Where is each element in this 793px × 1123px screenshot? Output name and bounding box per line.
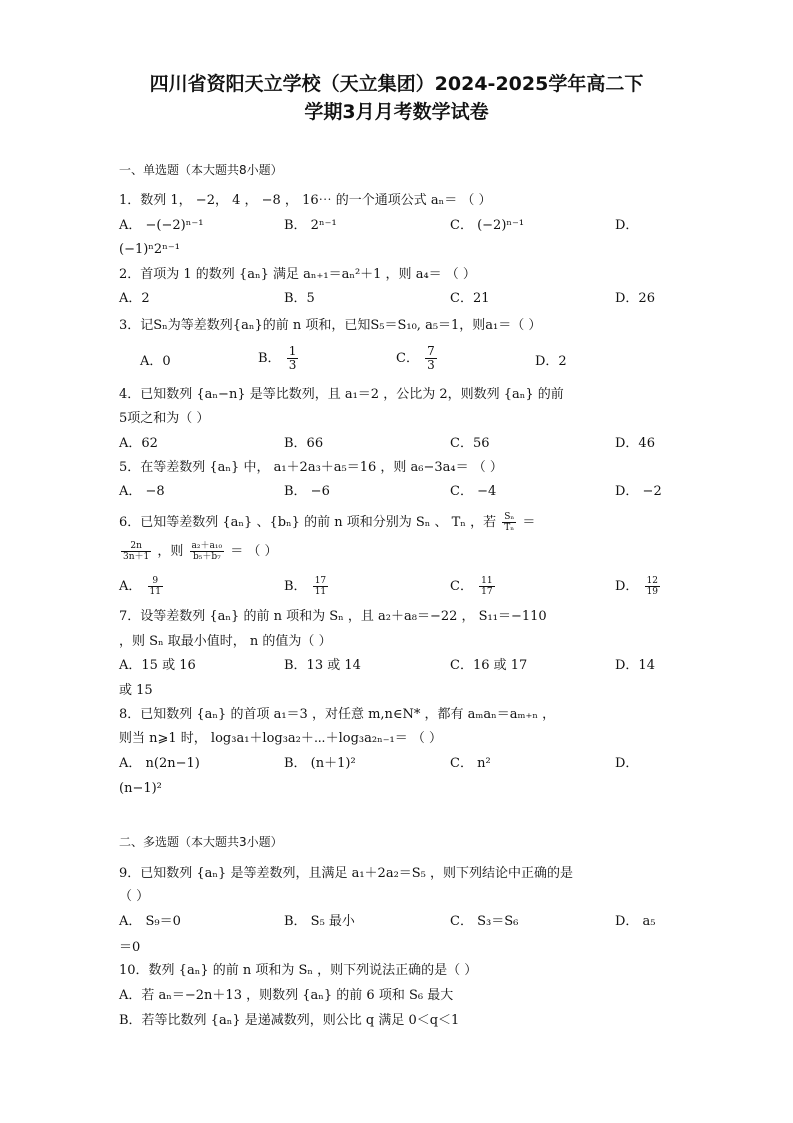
q3-option-c-label: C． bbox=[396, 351, 419, 366]
q6-stem-text: 6．已知等差数列 {aₙ} 、{bₙ} 的前 n 项和分别为 Sₙ 、 Tₙ ，若 bbox=[119, 515, 497, 530]
q6-stem-line1 bbox=[119, 512, 535, 533]
q6-option-c-numerator: 11 bbox=[481, 576, 493, 586]
q3-option-a: A．0 bbox=[140, 354, 171, 369]
q6-fraction-target bbox=[190, 541, 225, 562]
section2-heading: 二、多选题（本大题共3小题） bbox=[119, 835, 283, 849]
q4-stem: 4．已知数列 {aₙ−n} 是等比数列，且 a₁＝2 ，公比为 2，则数列 {aₙ} 的前 bbox=[119, 387, 564, 402]
q4-option-b: B．66 bbox=[284, 436, 324, 451]
q6-option-a-numerator: 9 bbox=[148, 576, 163, 587]
q6-option-b-numerator: 17 bbox=[314, 576, 327, 586]
q10-stem: 10．数列 {aₙ} 的前 n 项和为 Sₙ ，则下列说法正确的是（ ） bbox=[119, 963, 478, 978]
q6-option-c-denominator: 17 bbox=[481, 587, 493, 597]
q6-option-b-fraction bbox=[313, 576, 328, 597]
q1-stem: 1．数列 1， −2， 4 ， −8 ， 16⋯ 的一个通项公式 aₙ＝ （ ） bbox=[119, 193, 492, 208]
q3-option-b bbox=[258, 345, 300, 372]
q8-option-c: C． n² bbox=[450, 756, 491, 771]
q3-option-c-denominator: 3 bbox=[427, 358, 435, 372]
q1-option-a: A． −(−2)ⁿ⁻¹ bbox=[119, 218, 204, 233]
q2-option-b: B．5 bbox=[284, 291, 315, 306]
q8-option-a: A． n(2n−1) bbox=[119, 756, 200, 771]
q6-option-c-fraction bbox=[479, 576, 494, 597]
q6-option-a-denominator: 11 bbox=[149, 587, 161, 597]
q7-stem-continued: ，则 Sₙ 取最小值时， n 的值为（ ） bbox=[119, 634, 332, 649]
q6-option-c bbox=[450, 576, 497, 597]
q7-option-d-continued: 或 15 bbox=[119, 683, 153, 698]
q6-fraction2-denominator: 3n＋1 bbox=[123, 552, 150, 562]
q6-option-b-denominator: 11 bbox=[314, 587, 327, 597]
q7-stem: 7．设等差数列 {aₙ} 的前 n 项和为 Sₙ ，且 a₂＋a₈＝−22 ， S₁₁＝−110 bbox=[119, 609, 547, 624]
q6-option-d bbox=[615, 576, 662, 597]
q5-option-b: B． −6 bbox=[284, 484, 330, 499]
q9-option-d-continued: ＝0 bbox=[119, 940, 141, 955]
q1-option-b: B． 2ⁿ⁻¹ bbox=[284, 218, 337, 233]
exam-title-line1: 四川省资阳天立学校（天立集团）2024-2025学年高二下 bbox=[149, 73, 644, 95]
q6-fraction1-denominator: Tₙ bbox=[504, 523, 515, 533]
q6-option-a-label: A． bbox=[119, 579, 142, 594]
q6-equals-sign: ＝ bbox=[522, 515, 536, 530]
q1-option-d: D． bbox=[615, 218, 639, 233]
q9-option-a: A． S₉＝0 bbox=[119, 914, 181, 929]
q7-option-a: A．15 或 16 bbox=[119, 658, 196, 673]
q10-option-b: B．若等比数列 {aₙ} 是递减数列，则公比 q 满足 0＜q＜1 bbox=[119, 1013, 460, 1028]
q9-option-c: C． S₃＝S₆ bbox=[450, 914, 519, 929]
q6-stem-end: ＝ （ ） bbox=[230, 544, 278, 559]
q6-option-a-fraction bbox=[148, 576, 163, 597]
q9-stem: 9．已知数列 {aₙ} 是等差数列，且满足 a₁＋2a₂＝S₅ ，则下列结论中正确的是 bbox=[119, 866, 574, 881]
section1-heading: 一、单选题（本大题共8小题） bbox=[119, 163, 283, 177]
exam-title-line2: 学期3月月考数学试卷 bbox=[304, 101, 489, 123]
q5-option-d: D． −2 bbox=[615, 484, 662, 499]
q5-stem: 5．在等差数列 {aₙ} 中， a₁＋2a₃＋a₅＝16 ，则 a₆−3a₄＝ （ ） bbox=[119, 460, 503, 475]
q8-option-b: B． (n＋1)² bbox=[284, 756, 356, 771]
q6-option-d-denominator: 19 bbox=[646, 587, 659, 597]
q2-option-a: A．2 bbox=[119, 291, 150, 306]
q3-option-b-label: B． bbox=[258, 351, 281, 366]
q6-option-b-label: B． bbox=[284, 579, 307, 594]
q3-option-b-denominator: 3 bbox=[288, 358, 297, 372]
q6-stem-line2 bbox=[119, 541, 278, 562]
q7-option-d: D．14 bbox=[615, 658, 655, 673]
q2-option-c: C．21 bbox=[450, 291, 490, 306]
q6-option-c-label: C． bbox=[450, 579, 473, 594]
q1-option-c: C． (−2)ⁿ⁻¹ bbox=[450, 218, 525, 233]
q3-stem: 3．记Sₙ为等差数列{aₙ}的前 n 项和，已知S₅＝S₁₀, a₅＝1，则a₁＝（ ） bbox=[119, 318, 542, 333]
q5-option-c: C． −4 bbox=[450, 484, 497, 499]
q8-option-d: D． bbox=[615, 756, 639, 771]
q6-fraction-s-over-t bbox=[502, 512, 516, 533]
q6-fraction1-numerator: Sₙ bbox=[504, 512, 515, 522]
q3-option-d: D．2 bbox=[535, 354, 567, 369]
q6-option-d-label: D． bbox=[615, 579, 639, 594]
q2-option-d: D．26 bbox=[615, 291, 655, 306]
q6-fraction-2n bbox=[121, 541, 151, 562]
q6-fraction3-denominator: b₅＋b₇ bbox=[192, 552, 221, 562]
q8-stem-continued: 则当 n⩾1 时， log₃a₁＋log₃a₂＋⋯＋log₃a₂ₙ₋₁＝ （ ） bbox=[119, 731, 443, 746]
q5-option-a: A． −8 bbox=[119, 484, 165, 499]
q1-option-d-continued: (−1)ⁿ2ⁿ⁻¹ bbox=[119, 242, 180, 257]
q7-option-b: B．13 或 14 bbox=[284, 658, 361, 673]
q9-stem-continued: （ ） bbox=[119, 889, 150, 904]
q4-option-d: D．46 bbox=[615, 436, 655, 451]
q3-option-b-fraction bbox=[287, 345, 299, 372]
q2-stem: 2．首项为 1 的数列 {aₙ} 满足 aₙ₊₁＝aₙ²＋1 ，则 a₄＝ （ ） bbox=[119, 267, 476, 282]
q3-option-c bbox=[396, 345, 439, 372]
q6-option-b bbox=[284, 576, 330, 597]
q9-option-d: D． a₅ bbox=[615, 914, 656, 929]
q3-option-c-fraction bbox=[425, 345, 437, 372]
q3-option-b-numerator: 1 bbox=[288, 344, 297, 358]
q6-option-a bbox=[119, 576, 165, 597]
q6-option-d-numerator: 12 bbox=[646, 576, 659, 586]
q10-option-a: A．若 aₙ＝−2n＋13 ，则数列 {aₙ} 的前 6 项和 S₆ 最大 bbox=[119, 988, 454, 1003]
q7-option-c: C．16 或 17 bbox=[450, 658, 528, 673]
q4-option-c: C．56 bbox=[450, 436, 490, 451]
q8-stem: 8．已知数列 {aₙ} 的首项 a₁＝3 ，对任意 m,n∈N* ，都有 aₘaₙ＝aₘ₊ₙ ， bbox=[119, 707, 556, 722]
q6-option-d-fraction bbox=[645, 576, 660, 597]
q4-option-a: A．62 bbox=[119, 436, 158, 451]
q6-stem-then: ，则 bbox=[157, 544, 184, 559]
q6-fraction2-numerator: 2n bbox=[121, 541, 151, 552]
q4-stem-continued: 5项之和为（ ） bbox=[119, 411, 210, 426]
q8-option-d-continued: (n−1)² bbox=[119, 781, 162, 796]
q3-option-c-numerator: 7 bbox=[427, 344, 435, 358]
q6-fraction3-numerator: a₂＋a₁₀ bbox=[191, 541, 223, 551]
q9-option-b: B． S₅ 最小 bbox=[284, 914, 355, 929]
